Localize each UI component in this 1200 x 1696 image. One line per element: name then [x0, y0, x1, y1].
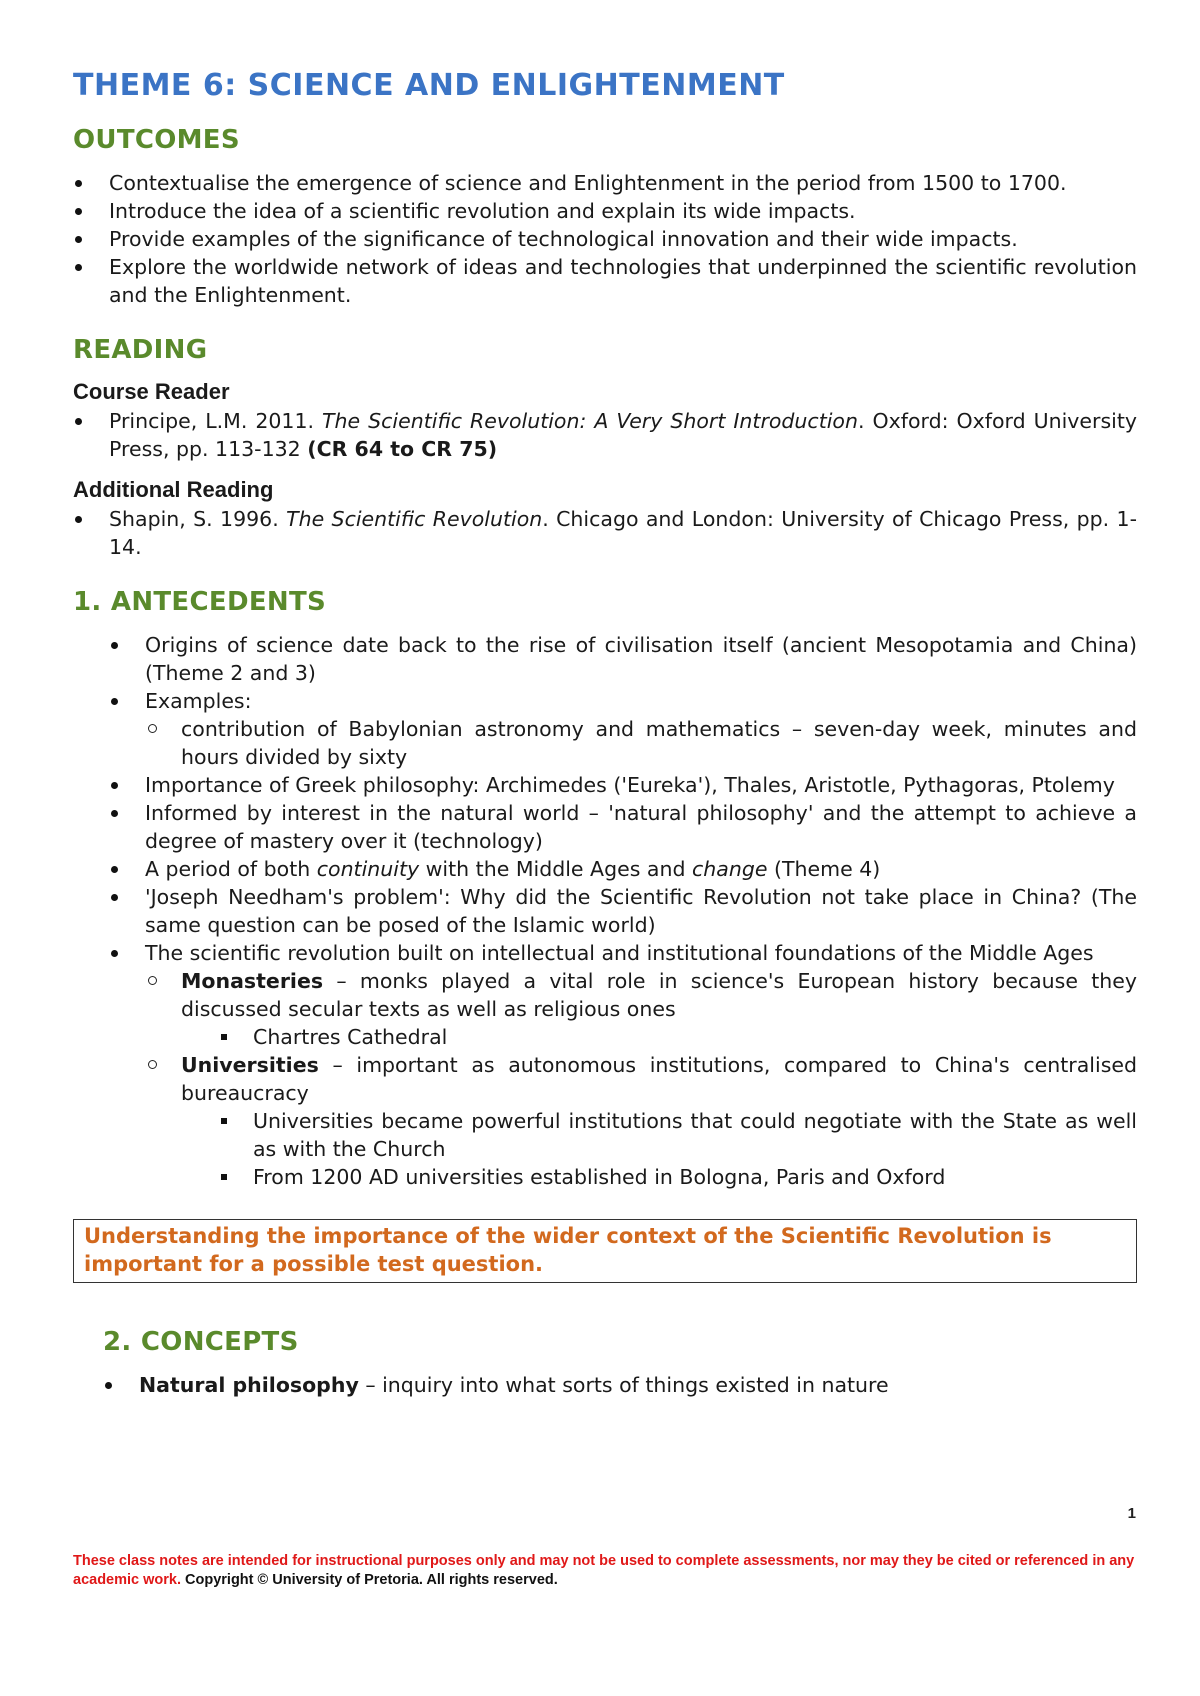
citation-title: The Scientific Revolution: A Very Short Introduction — [322, 409, 858, 433]
list-item: Informed by interest in the natural world – 'natural philosophy' and the attempt to achieve a degree of mastery over it (technology) — [109, 799, 1137, 855]
list-item: Contextualise the emergence of science and Enlightenment in the period from 1500 to 1700. — [73, 169, 1137, 197]
citation-ref: (CR 64 to CR 75) — [307, 437, 498, 461]
text-run: with the Middle Ages and — [419, 857, 692, 881]
text-run: A period of both — [145, 857, 317, 881]
text-run: change — [692, 857, 768, 881]
citation-title: The Scientific Revolution — [286, 507, 543, 531]
citation-publisher: . Chicago and London: University of Chicago Press, pp. 1-14. — [109, 507, 1137, 559]
list-item: Examples: — [109, 687, 1137, 715]
antecedents-list-a — [73, 631, 1137, 715]
list-item — [73, 505, 1137, 561]
copyright-text: Copyright © University of Pretoria. All rights reserved. — [181, 1572, 558, 1588]
copyright-footer — [73, 1552, 1137, 1590]
list-item: Importance of Greek philosophy: Archimedes ('Eureka'), Thales, Aristotle, Pythagoras, Ptolemy — [109, 771, 1137, 799]
list-item — [103, 1371, 1137, 1399]
list-item: Universities became powerful institutions that could negotiate with the State as well as with the Church — [217, 1107, 1137, 1163]
list-item: contribution of Babylonian astronomy and mathematics – seven-day week, minutes and hours divided by sixty — [145, 715, 1137, 771]
test-question-callout: Understanding the importance of the wider context of the Scientific Revolution is important for a possible test question. — [73, 1219, 1137, 1283]
text-run: (Theme 4) — [767, 857, 881, 881]
list-item: Chartres Cathedral — [217, 1023, 1137, 1051]
antecedents-heading: 1. ANTECEDENTS — [73, 587, 327, 617]
antecedents-section — [73, 587, 1137, 1191]
universities-sublist — [73, 1107, 1137, 1191]
concepts-list — [103, 1371, 1137, 1399]
natural-philosophy-label: Natural philosophy — [139, 1373, 359, 1397]
citation-author: Principe, L.M. 2011. — [109, 409, 323, 433]
concepts-section — [73, 1327, 1137, 1399]
course-reader-list — [73, 407, 1137, 463]
text-run: – inquiry into what sorts of things existed in nature — [358, 1373, 889, 1397]
text-run: continuity — [316, 857, 420, 881]
list-item — [145, 1051, 1137, 1107]
outcomes-list — [73, 169, 1137, 309]
disclaimer-text: These class notes are intended for instructional purposes only and may not be used to complete assessments, nor may they be cited or referenced in any academic work. — [73, 1553, 1135, 1588]
course-reader-label: Course Reader — [73, 379, 230, 404]
text-run: – monks played a vital role in science's European history because they discussed secular texts as well as religious ones — [181, 969, 1137, 1021]
monasteries-label: Monasteries — [181, 969, 324, 993]
page-number: 1 — [1127, 1505, 1136, 1522]
list-item: Origins of science date back to the rise of civilisation itself (ancient Mesopotamia and China) (Theme 2 and 3) — [109, 631, 1137, 687]
text-run: – important as autonomous institutions, compared to China's centralised bureaucracy — [181, 1053, 1137, 1105]
additional-reading-list — [73, 505, 1137, 561]
list-item: The scientific revolution built on intellectual and institutional foundations of the Middle Ages — [109, 939, 1137, 967]
outcomes-heading: OUTCOMES — [73, 125, 240, 155]
citation-publisher: . Oxford: Oxford University Press, pp. 113-132 — [109, 409, 1137, 461]
document-page — [73, 68, 1137, 1399]
concepts-heading: 2. CONCEPTS — [103, 1327, 299, 1357]
additional-reading-label: Additional Reading — [73, 477, 274, 502]
list-item — [145, 967, 1137, 1023]
foundations-sublist-a — [73, 967, 1137, 1023]
list-item: Introduce the idea of a scientific revolution and explain its wide impacts. — [73, 197, 1137, 225]
foundations-sublist-b — [73, 1051, 1137, 1107]
outcomes-section — [73, 125, 1137, 309]
list-item: Provide examples of the significance of technological innovation and their wide impacts. — [73, 225, 1137, 253]
antecedents-list-b — [73, 771, 1137, 967]
list-item: From 1200 AD universities established in Bologna, Paris and Oxford — [217, 1163, 1137, 1191]
monasteries-sublist — [73, 1023, 1137, 1051]
citation-author: Shapin, S. 1996. — [109, 507, 287, 531]
reading-section — [73, 335, 1137, 561]
list-item: Explore the worldwide network of ideas and technologies that underpinned the scientific revolution and the Enlightenment. — [73, 253, 1137, 309]
list-item — [109, 855, 1137, 883]
universities-label: Universities — [181, 1053, 319, 1077]
list-item: 'Joseph Needham's problem': Why did the Scientific Revolution not take place in China? (The same question can be posed of the Islamic world) — [109, 883, 1137, 939]
examples-sublist — [73, 715, 1137, 771]
list-item — [73, 407, 1137, 463]
reading-heading: READING — [73, 335, 208, 365]
page-title: THEME 6: SCIENCE AND ENLIGHTENMENT — [73, 68, 785, 103]
